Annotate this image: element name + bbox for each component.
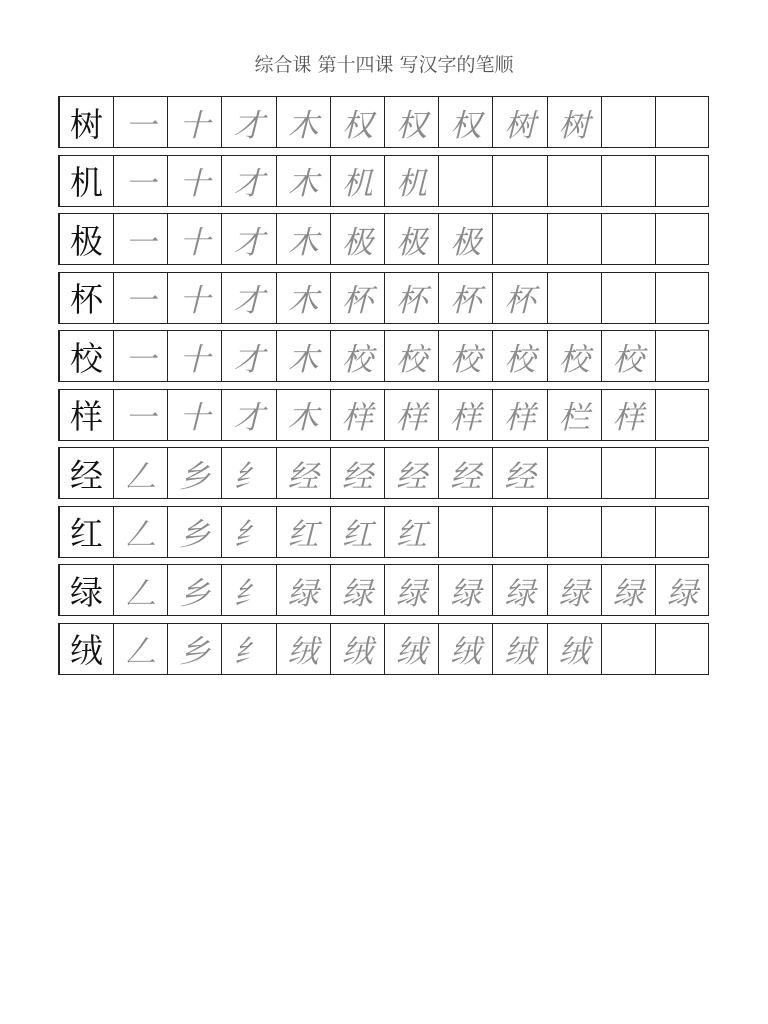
stroke-step-3: 才 <box>221 273 275 323</box>
stroke-step-1: 一 <box>113 331 167 381</box>
stroke-step-3: 才 <box>221 156 275 206</box>
stroke-step-2: 十 <box>167 390 221 440</box>
stroke-step-3: 纟 <box>221 507 275 557</box>
stroke-step-3: 纟 <box>221 624 275 674</box>
stroke-step-11 <box>655 390 709 440</box>
stroke-step-10 <box>601 448 655 498</box>
stroke-step-1: 𠃋 <box>113 565 167 615</box>
stroke-step-6: 权 <box>384 97 438 147</box>
model-character: 绿 <box>70 572 103 612</box>
stroke-step-10 <box>601 507 655 557</box>
practice-row <box>58 96 709 148</box>
stroke-step-11 <box>655 448 709 498</box>
stroke-step-5: 红 <box>330 507 384 557</box>
stroke-order-grid <box>58 96 709 681</box>
stroke-step-11 <box>655 624 709 674</box>
model-character: 杯 <box>70 280 103 319</box>
stroke-step-10 <box>601 97 655 147</box>
stroke-step-2: 十 <box>167 214 221 264</box>
model-character: 极 <box>70 221 103 261</box>
stroke-step-6: 极 <box>384 214 438 264</box>
model-character: 经 <box>70 455 103 495</box>
stroke-step-4: 木 <box>276 331 330 381</box>
stroke-step-3: 才 <box>221 97 275 147</box>
stroke-step-5: 权 <box>330 97 384 147</box>
stroke-step-4: 绒 <box>276 624 330 674</box>
stroke-step-10 <box>601 214 655 264</box>
stroke-step-7: 绿 <box>438 565 492 615</box>
stroke-step-2: 十 <box>167 97 221 147</box>
stroke-step-8: 绒 <box>492 624 546 674</box>
stroke-step-6: 机 <box>384 156 438 206</box>
practice-row <box>58 330 709 382</box>
stroke-step-6: 绿 <box>384 565 438 615</box>
stroke-step-5: 极 <box>330 214 384 264</box>
stroke-step-4: 经 <box>276 448 330 498</box>
stroke-step-9: 绒 <box>547 624 601 674</box>
stroke-step-8: 绿 <box>492 565 546 615</box>
stroke-step-7: 杯 <box>438 273 492 323</box>
stroke-step-4: 木 <box>276 273 330 323</box>
stroke-step-1: 一 <box>113 214 167 264</box>
stroke-step-1: 一 <box>113 156 167 206</box>
stroke-step-9: 绿 <box>547 565 601 615</box>
stroke-step-7: 样 <box>438 390 492 440</box>
stroke-step-5: 样 <box>330 390 384 440</box>
stroke-step-9: 树 <box>547 97 601 147</box>
stroke-step-3: 才 <box>221 331 275 381</box>
stroke-step-10 <box>601 624 655 674</box>
stroke-step-7: 权 <box>438 97 492 147</box>
stroke-step-9: 校 <box>547 331 601 381</box>
stroke-step-7: 校 <box>438 331 492 381</box>
stroke-step-6: 杯 <box>384 273 438 323</box>
practice-row <box>58 623 709 675</box>
stroke-step-9 <box>547 507 601 557</box>
stroke-step-8: 经 <box>492 448 546 498</box>
stroke-step-11 <box>655 97 709 147</box>
stroke-step-8 <box>492 156 546 206</box>
stroke-step-3: 才 <box>221 390 275 440</box>
stroke-step-6: 经 <box>384 448 438 498</box>
stroke-step-6: 校 <box>384 331 438 381</box>
stroke-step-1: 𠃋 <box>113 448 167 498</box>
stroke-step-1: 一 <box>113 273 167 323</box>
stroke-step-8: 校 <box>492 331 546 381</box>
stroke-step-2: 乡 <box>167 624 221 674</box>
stroke-step-10 <box>601 156 655 206</box>
stroke-step-8: 杯 <box>492 273 546 323</box>
practice-row <box>58 272 709 324</box>
stroke-step-1: 一 <box>113 97 167 147</box>
stroke-step-6: 红 <box>384 507 438 557</box>
stroke-step-5: 机 <box>330 156 384 206</box>
stroke-step-9 <box>547 156 601 206</box>
stroke-step-4: 木 <box>276 214 330 264</box>
stroke-step-10: 绿 <box>601 565 655 615</box>
stroke-step-1: 𠃋 <box>113 507 167 557</box>
stroke-step-5: 经 <box>330 448 384 498</box>
stroke-step-6: 绒 <box>384 624 438 674</box>
stroke-step-5: 杯 <box>330 273 384 323</box>
model-character: 样 <box>70 397 103 436</box>
stroke-step-4: 红 <box>276 507 330 557</box>
practice-row <box>58 447 709 499</box>
stroke-step-1: 𠃋 <box>113 624 167 674</box>
practice-row <box>58 155 709 207</box>
model-character: 红 <box>70 514 103 553</box>
stroke-step-8: 树 <box>492 97 546 147</box>
model-character: 校 <box>70 338 103 378</box>
stroke-step-8 <box>492 214 546 264</box>
stroke-step-2: 十 <box>167 273 221 323</box>
stroke-step-11 <box>655 214 709 264</box>
stroke-step-7: 经 <box>438 448 492 498</box>
practice-row <box>58 213 709 265</box>
stroke-step-2: 十 <box>167 156 221 206</box>
stroke-step-3: 纟 <box>221 448 275 498</box>
stroke-step-8: 样 <box>492 390 546 440</box>
model-character: 机 <box>70 163 103 202</box>
stroke-step-7 <box>438 507 492 557</box>
stroke-step-11: 绿 <box>655 565 709 615</box>
stroke-step-10 <box>601 273 655 323</box>
stroke-step-4: 木 <box>276 156 330 206</box>
stroke-step-11 <box>655 507 709 557</box>
practice-row <box>58 506 709 558</box>
stroke-step-3: 才 <box>221 214 275 264</box>
practice-row <box>58 389 709 441</box>
stroke-step-4: 绿 <box>276 565 330 615</box>
stroke-step-9 <box>547 214 601 264</box>
model-character: 树 <box>70 104 103 144</box>
stroke-step-10: 样 <box>601 390 655 440</box>
stroke-step-11 <box>655 331 709 381</box>
stroke-step-5: 校 <box>330 331 384 381</box>
stroke-step-3: 纟 <box>221 565 275 615</box>
stroke-step-4: 木 <box>276 97 330 147</box>
stroke-step-2: 乡 <box>167 507 221 557</box>
stroke-step-5: 绿 <box>330 565 384 615</box>
stroke-step-1: 一 <box>113 390 167 440</box>
stroke-step-9: 栏 <box>547 390 601 440</box>
stroke-step-11 <box>655 156 709 206</box>
stroke-step-7 <box>438 156 492 206</box>
stroke-step-5: 绒 <box>330 624 384 674</box>
stroke-step-9 <box>547 448 601 498</box>
stroke-step-8 <box>492 507 546 557</box>
stroke-step-2: 乡 <box>167 448 221 498</box>
stroke-step-10: 校 <box>601 331 655 381</box>
stroke-step-2: 十 <box>167 331 221 381</box>
stroke-step-11 <box>655 273 709 323</box>
stroke-step-2: 乡 <box>167 565 221 615</box>
stroke-step-7: 极 <box>438 214 492 264</box>
page-title: 综合课 第十四课 写汉字的笔顺 <box>254 54 514 76</box>
stroke-step-9 <box>547 273 601 323</box>
model-character: 绒 <box>70 631 103 670</box>
stroke-step-7: 绒 <box>438 624 492 674</box>
stroke-step-4: 木 <box>276 390 330 440</box>
practice-row <box>58 564 709 616</box>
stroke-step-6: 样 <box>384 390 438 440</box>
